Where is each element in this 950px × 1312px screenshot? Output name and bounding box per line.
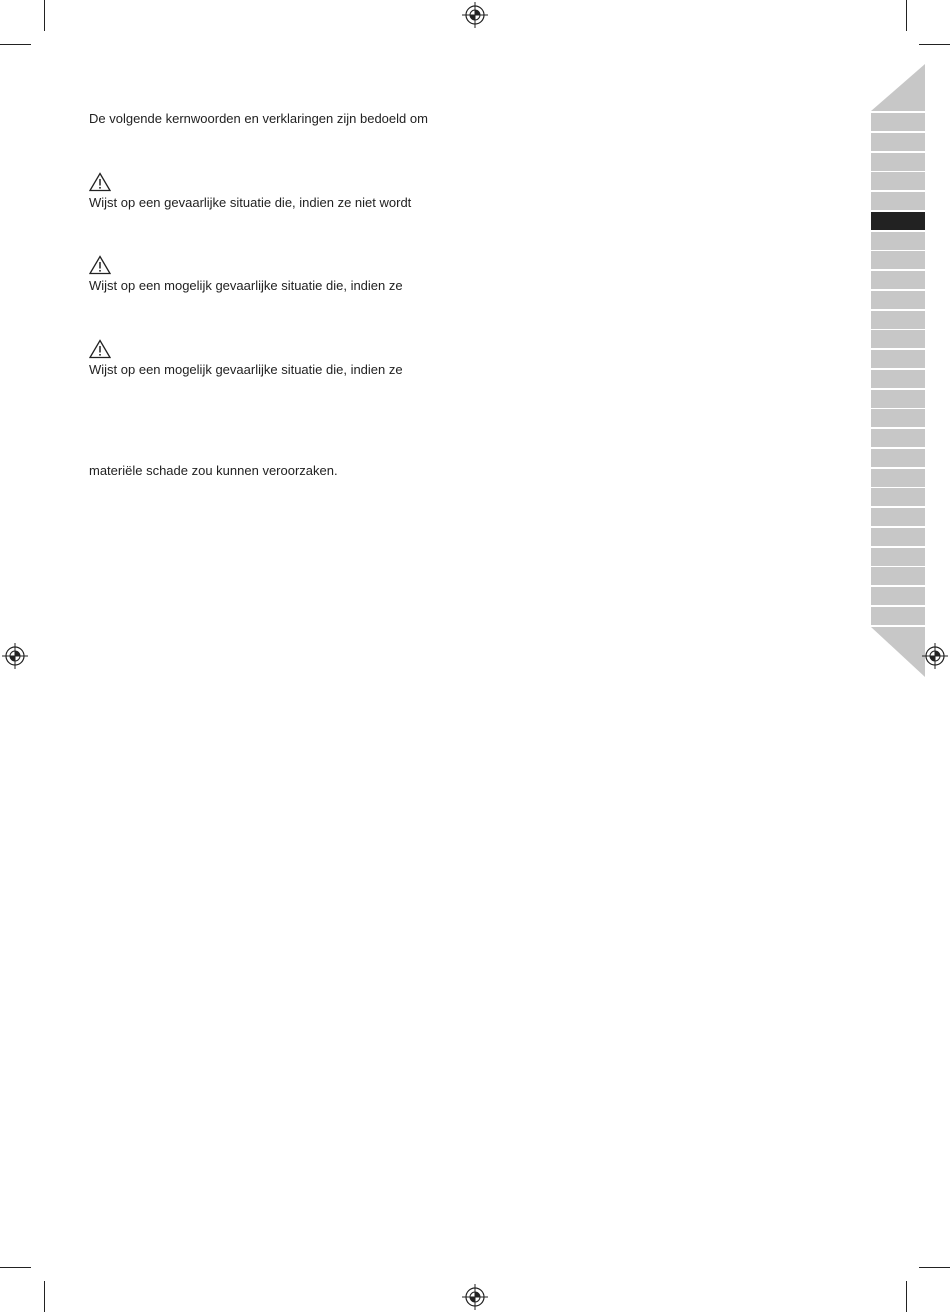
crop-mark: [0, 44, 31, 45]
registration-mark-icon: [922, 643, 948, 669]
registration-mark-icon: [462, 2, 488, 28]
section-tab-strip: [871, 64, 925, 677]
crop-mark: [44, 1281, 45, 1312]
section-tab: [871, 232, 925, 250]
crop-mark: [906, 1281, 907, 1312]
section-tab: [871, 172, 925, 190]
section-tab: [871, 587, 925, 605]
warning-text: Wijst op een mogelijk gevaarlijke situatie die, indien ze: [89, 278, 403, 293]
crop-mark: [44, 0, 45, 31]
crop-mark: [906, 0, 907, 31]
section-tab: [871, 429, 925, 447]
section-tab: [871, 548, 925, 566]
tab-strip-bottom-wedge: [871, 627, 925, 677]
registration-mark-icon: [2, 643, 28, 669]
section-tab: [871, 291, 925, 309]
section-tab: [871, 607, 925, 625]
section-tab: [871, 133, 925, 151]
section-tab: [871, 508, 925, 526]
section-tab: [871, 350, 925, 368]
damage-text: materiële schade zou kunnen veroorzaken.: [89, 463, 338, 478]
section-tab: [871, 567, 925, 585]
crop-mark: [919, 44, 950, 45]
section-tab: [871, 409, 925, 427]
section-tab: [871, 330, 925, 348]
warning-triangle-icon: [89, 339, 111, 359]
section-tab: [871, 311, 925, 329]
crop-mark: [919, 1267, 950, 1268]
section-tab: [871, 449, 925, 467]
section-tab: [871, 113, 925, 131]
section-tab: [871, 192, 925, 210]
section-tab: [871, 271, 925, 289]
section-tab: [871, 469, 925, 487]
section-tab: [871, 390, 925, 408]
intro-text: De volgende kernwoorden en verklaringen zijn bedoeld om: [89, 111, 428, 126]
section-tab: [871, 251, 925, 269]
warning-triangle-icon: [89, 255, 111, 275]
section-tab: [871, 528, 925, 546]
registration-mark-icon: [462, 1284, 488, 1310]
tab-strip-top-wedge: [871, 64, 925, 111]
section-tab: [871, 153, 925, 171]
section-tab: [871, 488, 925, 506]
crop-mark: [0, 1267, 31, 1268]
warning-text: Wijst op een mogelijk gevaarlijke situatie die, indien ze: [89, 362, 403, 377]
warning-text: Wijst op een gevaarlijke situatie die, indien ze niet wordt: [89, 195, 412, 210]
warning-triangle-icon: [89, 172, 111, 192]
section-tab-active: [871, 212, 925, 230]
section-tab: [871, 370, 925, 388]
